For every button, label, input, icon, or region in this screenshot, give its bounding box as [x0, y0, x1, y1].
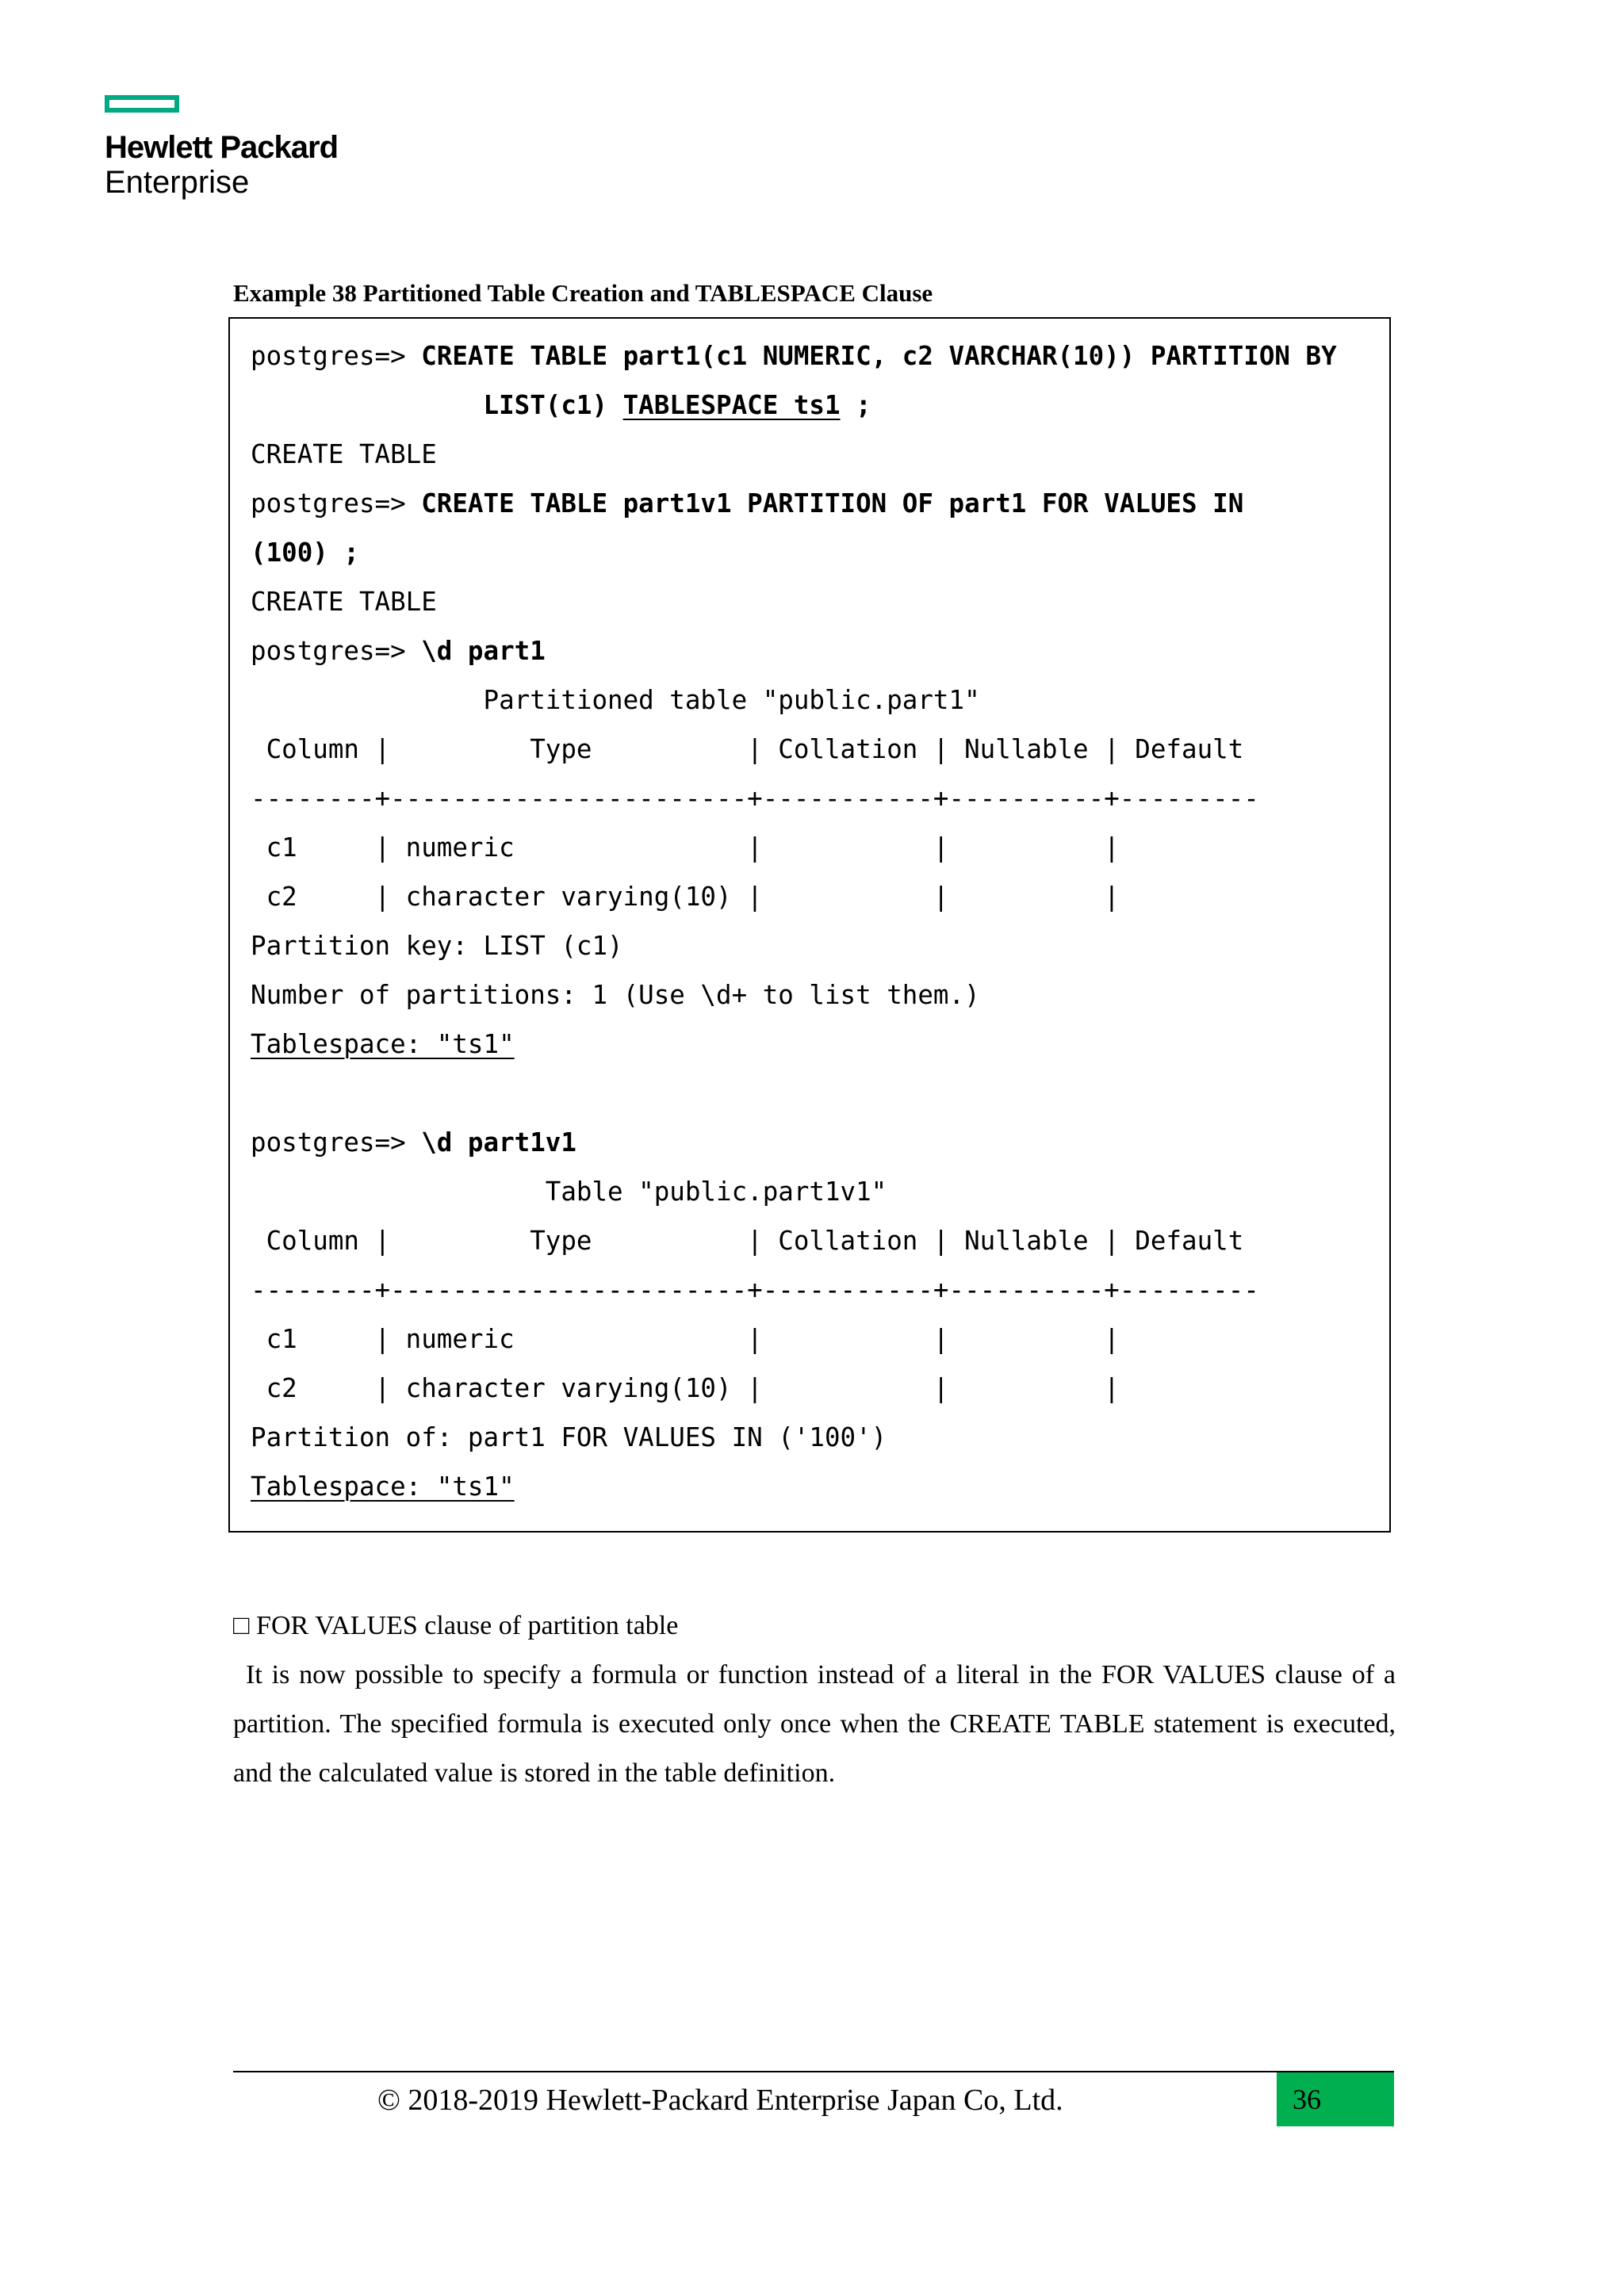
code-line — [251, 381, 1337, 430]
table-title: Table "public.part1v1" — [251, 1177, 887, 1207]
code-line — [251, 479, 1337, 528]
table-separator: --------+-----------------------+-----------+----------+--------- — [251, 783, 1259, 813]
logo-text-line1: Hewlett Packard — [105, 130, 339, 165]
tablespace-output: Tablespace: "ts1" — [251, 1471, 515, 1502]
tablespace-clause: TABLESPACE ts1 — [622, 390, 841, 420]
section-body: It is now possible to specify a formula or function instead of a literal in the FOR VALUES clause of a partition. The specified formula is executed only once when the CREATE TABLE statement is executed, and the calculated value is stored in the table definition. — [233, 1660, 1396, 1788]
code-output — [251, 1462, 1337, 1511]
psql-command: \d part1v1 — [421, 1127, 576, 1158]
table-row: c1 | numeric | | | — [251, 1324, 1120, 1354]
prompt: postgres=> — [251, 1127, 422, 1158]
table-title: Partitioned table "public.part1" — [251, 685, 980, 715]
code-output: CREATE TABLE — [251, 439, 437, 469]
footer-divider — [233, 2071, 1394, 2072]
code-example-box — [228, 317, 1391, 1533]
code-listing — [251, 331, 1337, 1511]
code-output: Partition of: part1 FOR VALUES IN ('100') — [251, 1422, 887, 1452]
sql-command: (100) ; — [251, 538, 359, 568]
prompt: postgres=> — [251, 636, 422, 666]
code-output: Partition key: LIST (c1) — [251, 931, 623, 961]
code-line — [251, 626, 1337, 675]
table-header: Column | Type | Collation | Nullable | Default — [251, 734, 1244, 764]
copyright-notice: © 2018-2019 Hewlett-Packard Enterprise Japan Co, Ltd. — [377, 2084, 1063, 2117]
code-line — [251, 331, 1337, 381]
section-title: □ FOR VALUES clause of partition table — [233, 1611, 679, 1640]
code-output: CREATE TABLE — [251, 587, 437, 617]
sql-command: ; — [840, 390, 871, 420]
psql-command: \d part1 — [421, 636, 546, 666]
tablespace-output: Tablespace: "ts1" — [251, 1029, 515, 1059]
sql-command: LIST(c1) — [483, 390, 623, 420]
code-line — [251, 1118, 1337, 1167]
hpe-logo — [105, 95, 338, 200]
table-header: Column | Type | Collation | Nullable | Default — [251, 1226, 1244, 1256]
prompt: postgres=> — [251, 341, 422, 371]
example-caption: Example 38 Partitioned Table Creation and TABLESPACE Clause — [233, 279, 933, 307]
prompt: postgres=> — [251, 488, 422, 519]
table-row: c1 | numeric | | | — [251, 832, 1120, 863]
indent — [251, 390, 484, 420]
sql-command: CREATE TABLE part1(c1 NUMERIC, c2 VARCHAR(10)) PARTITION BY — [421, 341, 1337, 371]
sql-command: CREATE TABLE part1v1 PARTITION OF part1 FOR VALUES IN — [421, 488, 1244, 519]
page-number: 36 — [1277, 2072, 1394, 2126]
for-values-section — [233, 1601, 1396, 1798]
table-separator: --------+-----------------------+-----------+----------+--------- — [251, 1275, 1259, 1305]
hpe-logo-mark — [105, 95, 179, 113]
table-row: c2 | character varying(10) | | | — [251, 1373, 1120, 1403]
code-output — [251, 1020, 1337, 1069]
blank-line — [251, 1069, 1337, 1118]
table-row: c2 | character varying(10) | | | — [251, 882, 1120, 912]
code-output: Number of partitions: 1 (Use \d+ to list them.) — [251, 980, 980, 1010]
logo-text-line2: Enterprise — [105, 165, 250, 200]
